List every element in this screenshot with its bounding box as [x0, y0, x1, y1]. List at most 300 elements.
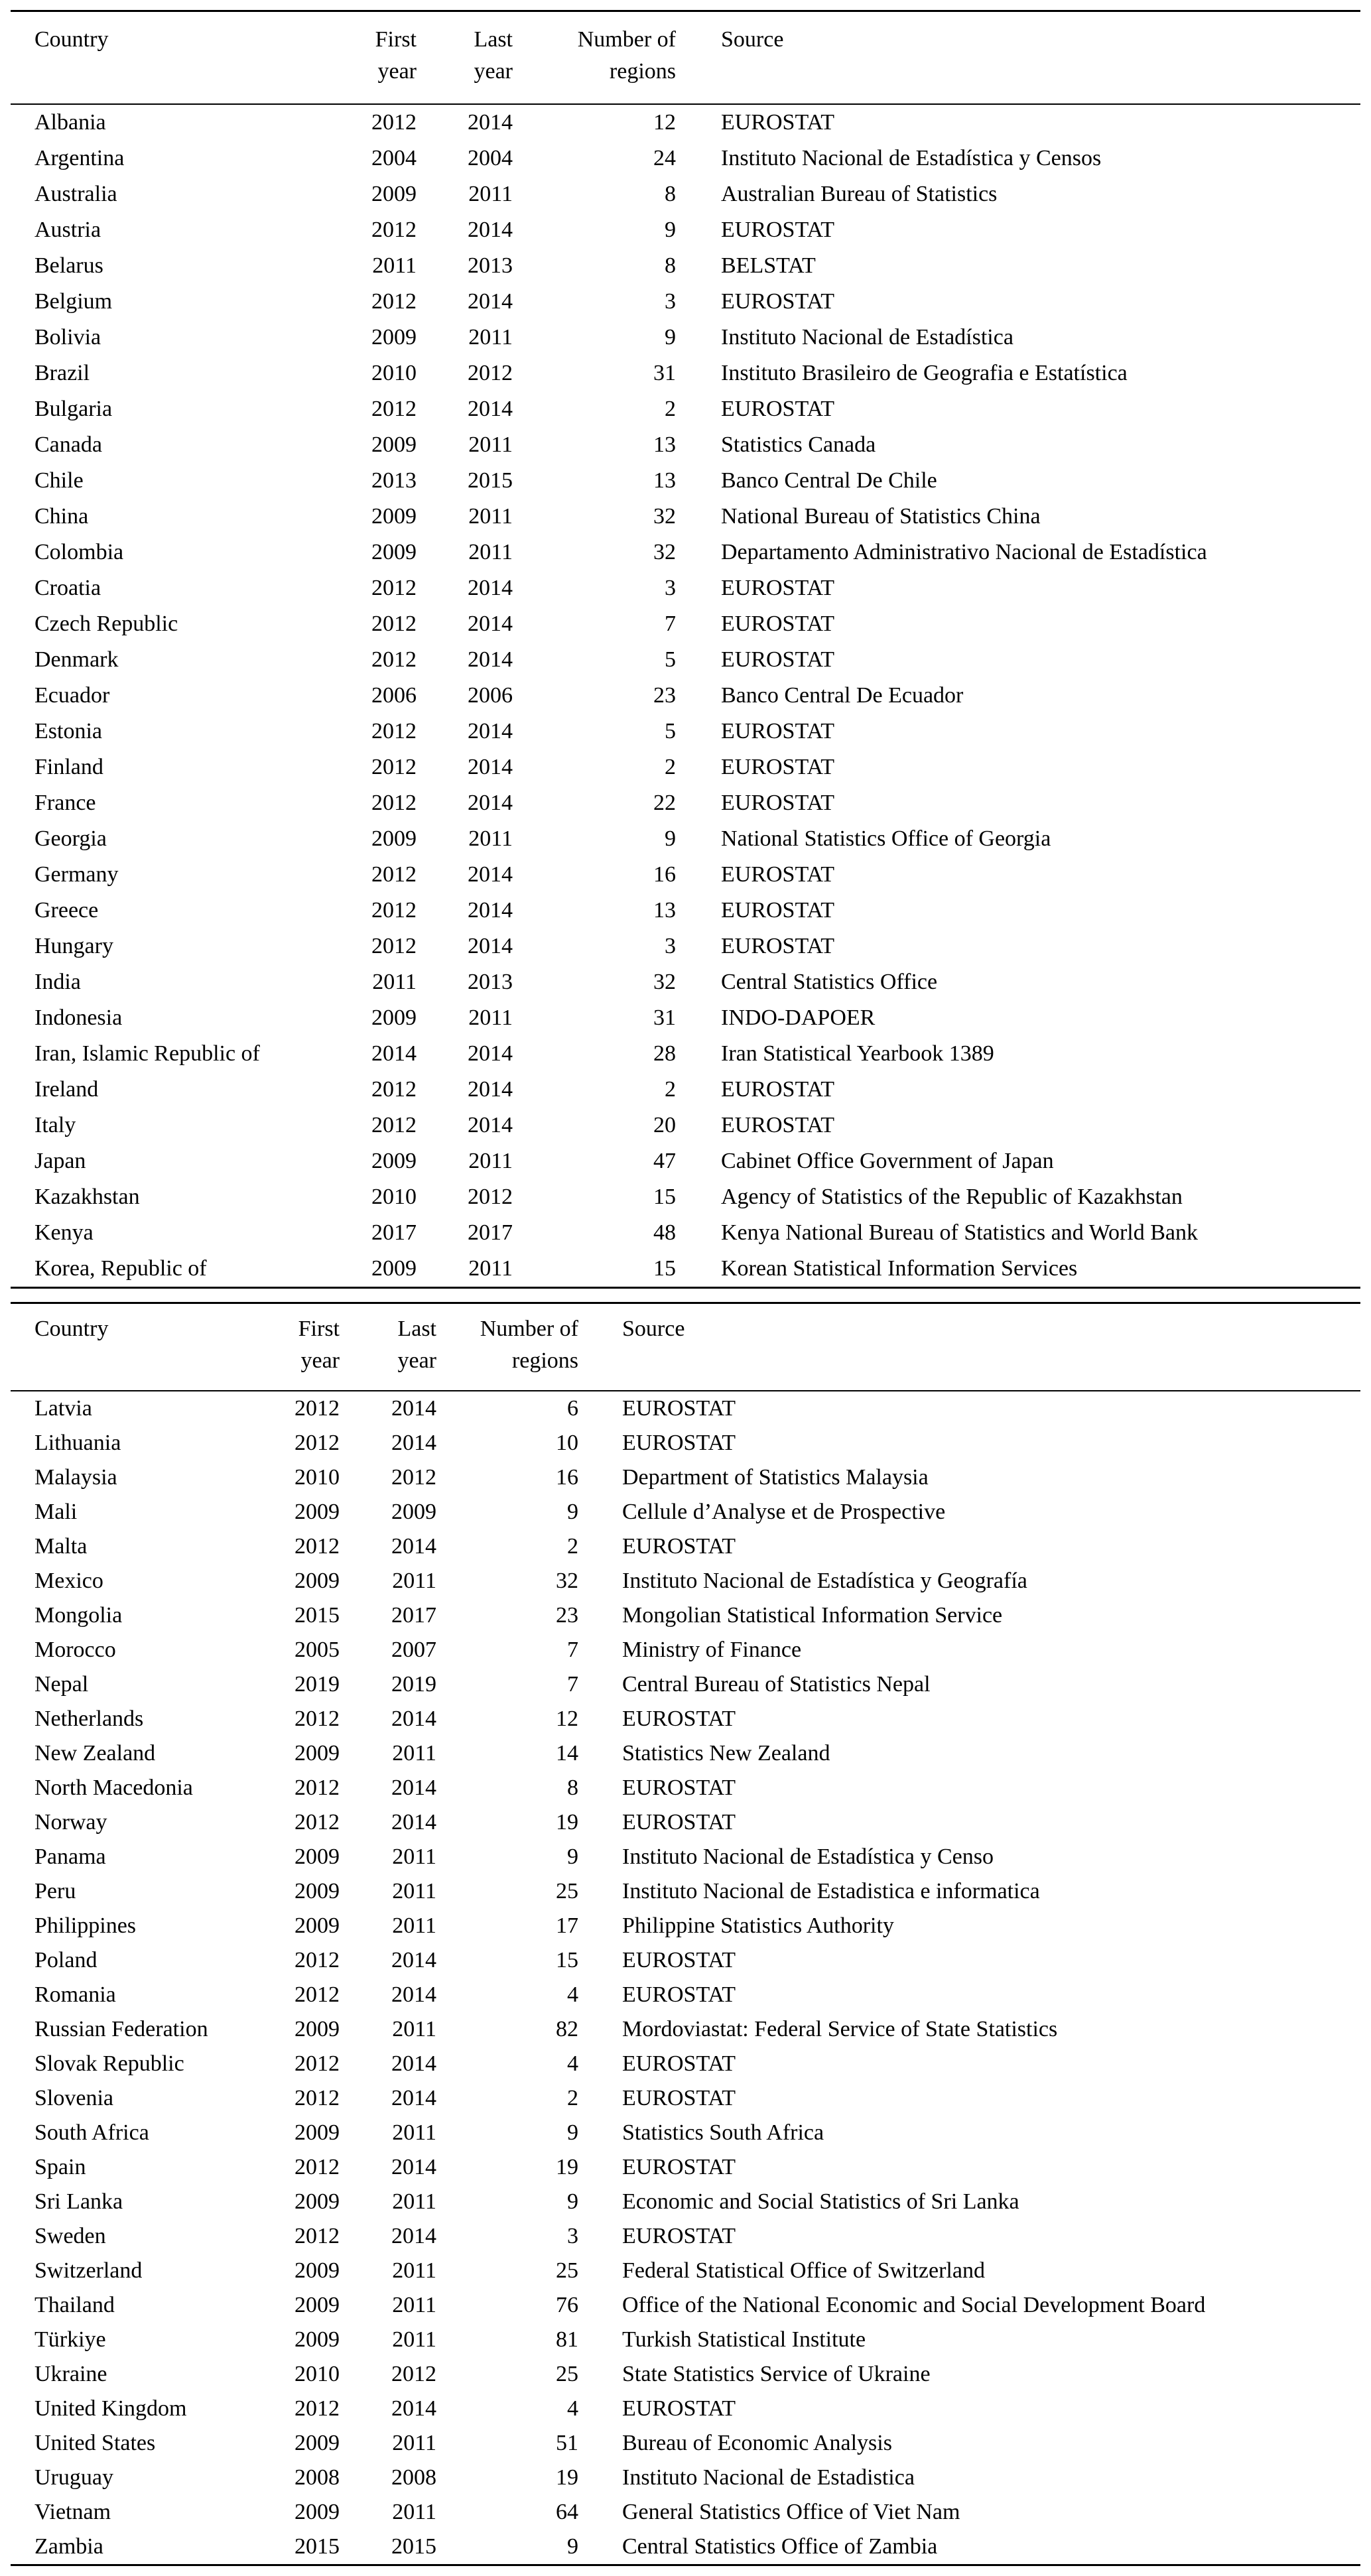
source-cell: EUROSTAT	[721, 647, 835, 672]
source-cell: EUROSTAT	[622, 1810, 736, 1835]
last-cell: 2014	[391, 1707, 436, 1731]
first-cell: 2012	[294, 1431, 340, 1455]
table-row	[11, 1978, 1360, 2012]
first-cell: 2012	[294, 1707, 340, 1731]
table-row	[11, 1667, 1360, 1702]
source-cell: EUROSTAT	[721, 397, 835, 421]
country-cell: Ecuador	[34, 683, 110, 708]
regions-cell: 13	[653, 432, 676, 457]
table-row	[11, 2012, 1360, 2047]
country-cell: New Zealand	[34, 1741, 156, 1766]
last-cell: 2012	[468, 361, 513, 385]
table-row	[11, 1771, 1360, 1805]
column-header-source	[676, 11, 1360, 105]
source-cell: Philippine Statistics Authority	[622, 1913, 894, 1938]
last-cell: 2014	[468, 1113, 513, 1137]
country-cell: United States	[34, 2431, 156, 2455]
source-cell: EUROSTAT	[721, 755, 835, 779]
regions-cell: 9	[567, 1500, 578, 1524]
country-cell: Latvia	[34, 1396, 92, 1421]
country-cell: Germany	[34, 862, 119, 887]
last-cell: 2011	[468, 540, 513, 564]
last-cell: 2014	[391, 2051, 436, 2076]
country-cell: Belgium	[34, 289, 113, 314]
regions-cell: 32	[653, 540, 676, 564]
first-cell: 2011	[372, 253, 417, 278]
source-cell: Central Statistics Office	[721, 970, 938, 994]
regions-cell: 9	[665, 325, 676, 350]
regions-cell: 9	[567, 2120, 578, 2145]
regions-cell: 2	[665, 755, 676, 779]
country-cell: Lithuania	[34, 1431, 121, 1455]
first-cell: 2009	[294, 1500, 340, 1524]
country-cell: Estonia	[34, 719, 102, 743]
table-row	[11, 2116, 1360, 2150]
table-row	[11, 785, 1360, 821]
regions-cell: 9	[567, 1844, 578, 1869]
first-cell: 2012	[294, 2396, 340, 2421]
last-cell: 2013	[468, 253, 513, 278]
table-row	[11, 1072, 1360, 1108]
last-cell: 2015	[391, 2534, 436, 2559]
regions-cell: 32	[653, 504, 676, 529]
last-cell: 2014	[391, 1948, 436, 1972]
source-cell: EUROSTAT	[721, 612, 835, 636]
country-cell: Sweden	[34, 2224, 106, 2248]
source-cell: Department of Statistics Malaysia	[622, 1465, 929, 1490]
first-cell: 2012	[371, 1113, 417, 1137]
country-cell: Belarus	[34, 253, 103, 278]
regions-cell: 9	[665, 218, 676, 242]
first-cell: 2012	[294, 1948, 340, 1972]
country-cell: Mexico	[34, 1569, 103, 1593]
country-cell: Albania	[34, 110, 106, 135]
country-cell: Argentina	[34, 146, 125, 170]
first-year-header-line2: year	[377, 59, 417, 84]
last-cell: 2014	[468, 755, 513, 779]
last-cell: 2014	[391, 1982, 436, 2007]
table-row	[11, 427, 1360, 463]
source-cell: Korean Statistical Information Services	[721, 1256, 1078, 1281]
regions-cell: 7	[567, 1672, 578, 1697]
country-cell: Indonesia	[34, 1005, 123, 1030]
first-cell: 2011	[372, 970, 417, 994]
first-cell: 2009	[294, 2500, 340, 2524]
first-cell: 2012	[371, 1077, 417, 1102]
country-cell: France	[34, 791, 96, 815]
source-cell: General Statistics Office of Viet Nam	[622, 2500, 960, 2524]
last-cell: 2011	[392, 1844, 436, 1869]
source-cell: Ministry of Finance	[622, 1638, 802, 1662]
table-row	[11, 893, 1360, 929]
last-cell: 2014	[391, 1534, 436, 1559]
source-cell: Australian Bureau of Statistics	[721, 182, 998, 206]
regions-cell: 25	[556, 1879, 578, 1903]
last-cell: 2013	[468, 970, 513, 994]
country-cell: Bulgaria	[34, 397, 113, 421]
table-row	[11, 929, 1360, 964]
table-row	[11, 1426, 1360, 1460]
regions-cell: 82	[556, 2017, 578, 2041]
table-row	[11, 2495, 1360, 2530]
table-row	[11, 714, 1360, 749]
country-cell: Zambia	[34, 2534, 103, 2559]
table-row	[11, 1143, 1360, 1179]
regions-cell: 81	[556, 2327, 578, 2352]
table-row	[11, 678, 1360, 714]
country-cell: Japan	[34, 1149, 86, 1173]
last-cell: 2011	[392, 2500, 436, 2524]
table-row	[11, 499, 1360, 535]
first-cell: 2012	[371, 289, 417, 314]
first-cell: 2012	[294, 1982, 340, 2007]
table-row	[11, 1633, 1360, 1667]
table-row	[11, 212, 1360, 248]
regions-cell: 8	[665, 182, 676, 206]
first-cell: 2015	[294, 1603, 340, 1628]
country-cell: Slovak Republic	[34, 2051, 184, 2076]
source-cell: Office of the National Economic and Social Development Board	[622, 2293, 1206, 2317]
regions-cell: 3	[665, 576, 676, 600]
source-cell: Agency of Statistics of the Republic of Kazakhstan	[721, 1185, 1183, 1209]
first-cell: 2009	[294, 2293, 340, 2317]
country-cell: India	[34, 970, 81, 994]
table-row	[11, 2530, 1360, 2565]
source-cell: EUROSTAT	[622, 2396, 736, 2421]
last-cell: 2012	[391, 2362, 436, 2386]
column-header-last-year	[417, 11, 513, 105]
last-year-header-line2: year	[474, 59, 513, 84]
source-cell: EUROSTAT	[721, 1077, 835, 1102]
first-cell: 2009	[294, 2327, 340, 2352]
country-cell: Türkiye	[34, 2327, 106, 2352]
last-cell: 2014	[391, 2396, 436, 2421]
last-cell: 2015	[468, 468, 513, 493]
regions-cell: 7	[567, 1638, 578, 1662]
country-cell: Georgia	[34, 826, 107, 851]
last-cell: 2017	[391, 1603, 436, 1628]
first-cell: 2009	[371, 504, 417, 529]
regions-cell: 64	[556, 2500, 578, 2524]
table-row	[11, 2426, 1360, 2461]
regions-cell: 4	[567, 2396, 578, 2421]
table-row	[11, 320, 1360, 355]
table-row	[11, 1036, 1360, 1072]
table-row	[11, 2047, 1360, 2081]
first-cell: 2012	[294, 2051, 340, 2076]
country-cell: Australia	[34, 182, 117, 206]
first-cell: 2014	[371, 1041, 417, 1066]
table-row	[11, 248, 1360, 284]
country-cell: Panama	[34, 1844, 106, 1869]
first-cell: 2009	[371, 826, 417, 851]
last-cell: 2011	[392, 2293, 436, 2317]
last-cell: 2011	[468, 1149, 513, 1173]
source-cell: EUROSTAT	[622, 2051, 736, 2076]
first-cell: 2012	[294, 1396, 340, 1421]
table-row	[11, 1108, 1360, 1143]
country-cell: China	[34, 504, 89, 529]
source-cell: EUROSTAT	[622, 1707, 736, 1731]
country-cell: Switzerland	[34, 2258, 143, 2283]
country-cell: Finland	[34, 755, 103, 779]
regions-cell: 2	[567, 1534, 578, 1559]
source-cell: Instituto Nacional de Estadística y Geografía	[622, 1569, 1027, 1593]
table-row	[11, 857, 1360, 893]
table-row	[11, 2185, 1360, 2219]
country-cell: North Macedonia	[34, 1775, 193, 1800]
table1-header	[11, 11, 1360, 105]
source-cell: Instituto Nacional de Estadística y Censos	[721, 146, 1102, 170]
table2-body	[11, 1391, 1360, 2565]
source-cell: Bureau of Economic Analysis	[622, 2431, 892, 2455]
first-year-header-line1: First	[298, 1317, 340, 1341]
source-cell: Kenya National Bureau of Statistics and World Bank	[721, 1220, 1198, 1245]
regions-cell: 15	[653, 1256, 676, 1281]
source-cell: EUROSTAT	[721, 719, 835, 743]
country-cell: Romania	[34, 1982, 116, 2007]
country-cell: Malaysia	[34, 1465, 117, 1490]
first-cell: 2012	[371, 862, 417, 887]
table-row	[11, 1840, 1360, 1874]
regions-header-line2: regions	[511, 1348, 578, 1373]
country-cell: Mongolia	[34, 1603, 123, 1628]
country-cell: Mali	[34, 1500, 78, 1524]
table-row	[11, 2461, 1360, 2495]
last-cell: 2014	[468, 289, 513, 314]
last-cell: 2014	[391, 2155, 436, 2179]
first-cell: 2015	[294, 2534, 340, 2559]
country-cell: Greece	[34, 898, 99, 923]
regions-cell: 25	[556, 2362, 578, 2386]
source-cell: Statistics South Africa	[622, 2120, 824, 2145]
source-cell: EUROSTAT	[622, 1396, 736, 1421]
last-cell: 2012	[391, 1465, 436, 1490]
last-year-header-line1: Last	[474, 27, 513, 52]
regions-cell: 19	[556, 2155, 578, 2179]
country-cell: Austria	[34, 218, 101, 242]
regions-cell: 5	[665, 719, 676, 743]
last-cell: 2011	[468, 432, 513, 457]
regions-cell: 12	[556, 1707, 578, 1731]
source-cell: Central Statistics Office of Zambia	[622, 2534, 938, 2559]
first-cell: 2009	[294, 2258, 340, 2283]
first-year-header-line1: First	[375, 27, 417, 52]
country-cell: Sri Lanka	[34, 2189, 123, 2214]
source-cell: Departamento Administrativo Nacional de Estadística	[721, 540, 1207, 564]
column-header-country	[11, 1303, 246, 1391]
last-cell: 2011	[468, 1256, 513, 1281]
country-cell: Italy	[34, 1113, 76, 1137]
table-row	[11, 570, 1360, 606]
first-cell: 2009	[294, 1569, 340, 1593]
table-row	[11, 821, 1360, 857]
last-cell: 2009	[391, 1500, 436, 1524]
table-row	[11, 1000, 1360, 1036]
first-cell: 2012	[371, 612, 417, 636]
last-cell: 2011	[392, 2189, 436, 2214]
last-cell: 2011	[392, 2017, 436, 2041]
regions-cell: 6	[567, 1396, 578, 1421]
first-cell: 2009	[294, 2431, 340, 2455]
source-cell: Turkish Statistical Institute	[622, 2327, 866, 2352]
source-cell: Instituto Nacional de Estadística	[721, 325, 1013, 350]
source-cell: BELSTAT	[721, 253, 816, 278]
first-cell: 2009	[294, 2120, 340, 2145]
source-cell: Banco Central De Chile	[721, 468, 937, 493]
country-cell: Czech Republic	[34, 612, 178, 636]
regions-cell: 9	[567, 2189, 578, 2214]
first-cell: 2009	[294, 1844, 340, 1869]
last-cell: 2011	[468, 182, 513, 206]
source-cell: EUROSTAT	[721, 576, 835, 600]
last-cell: 2014	[468, 218, 513, 242]
regions-header-line1: Number of	[577, 27, 676, 52]
source-cell: EUROSTAT	[622, 1948, 736, 1972]
column-header-first-year	[319, 11, 417, 105]
regions-cell: 22	[653, 791, 676, 815]
first-cell: 2010	[294, 2362, 340, 2386]
table-row	[11, 1702, 1360, 1736]
first-cell: 2005	[294, 1638, 340, 1662]
first-cell: 2012	[294, 2155, 340, 2179]
regions-cell: 51	[556, 2431, 578, 2455]
first-cell: 2009	[371, 540, 417, 564]
country-cell: Thailand	[34, 2293, 115, 2317]
regions-cell: 12	[653, 110, 676, 135]
first-cell: 2012	[371, 110, 417, 135]
last-cell: 2014	[391, 1775, 436, 1800]
regions-cell: 20	[653, 1113, 676, 1137]
regions-cell: 3	[665, 934, 676, 958]
last-cell: 2011	[392, 2431, 436, 2455]
table-row	[11, 642, 1360, 678]
country-cell: Slovenia	[34, 2086, 113, 2110]
first-cell: 2012	[371, 719, 417, 743]
country-cell: Korea, Republic of	[34, 1256, 207, 1281]
table-row	[11, 141, 1360, 176]
last-cell: 2011	[392, 2120, 436, 2145]
country-cell: Hungary	[34, 934, 113, 958]
regions-cell: 76	[556, 2293, 578, 2317]
source-cell: Cabinet Office Government of Japan	[721, 1149, 1054, 1173]
first-cell: 2010	[294, 1465, 340, 1490]
country-cell: Croatia	[34, 576, 101, 600]
source-cell: Mongolian Statistical Information Service	[622, 1603, 1003, 1628]
table-row	[11, 1943, 1360, 1978]
table-row	[11, 1251, 1360, 1288]
country-cell: United Kingdom	[34, 2396, 187, 2421]
country-cell: Poland	[34, 1948, 98, 1972]
country-cell: Brazil	[34, 361, 90, 385]
country-cell: Ireland	[34, 1077, 99, 1102]
source-cell: National Statistics Office of Georgia	[721, 826, 1051, 851]
source-cell: EUROSTAT	[721, 289, 835, 314]
last-cell: 2014	[391, 1810, 436, 1835]
regions-header-line2: regions	[609, 59, 676, 84]
table-row	[11, 463, 1360, 499]
last-cell: 2014	[468, 791, 513, 815]
last-cell: 2014	[468, 898, 513, 923]
last-cell: 2014	[468, 934, 513, 958]
country-cell: South Africa	[34, 2120, 149, 2145]
regions-cell: 14	[556, 1741, 578, 1766]
regions-cell: 16	[653, 862, 676, 887]
country-data-table-part2	[11, 1302, 1360, 2566]
first-cell: 2012	[294, 2224, 340, 2248]
regions-cell: 48	[653, 1220, 676, 1245]
regions-cell: 47	[653, 1149, 676, 1173]
first-year-header-line2: year	[300, 1348, 340, 1373]
source-cell: Banco Central De Ecuador	[721, 683, 964, 708]
country-cell: Ukraine	[34, 2362, 107, 2386]
regions-cell: 32	[556, 1569, 578, 1593]
regions-cell: 8	[665, 253, 676, 278]
source-cell: EUROSTAT	[721, 1113, 835, 1137]
first-cell: 2013	[371, 468, 417, 493]
table-row	[11, 2323, 1360, 2357]
first-cell: 2009	[294, 1913, 340, 1938]
last-cell: 2007	[391, 1638, 436, 1662]
source-cell: EUROSTAT	[622, 2086, 736, 2110]
table-row	[11, 284, 1360, 320]
last-cell: 2019	[391, 1672, 436, 1697]
regions-cell: 9	[567, 2534, 578, 2559]
country-cell: Malta	[34, 1534, 88, 1559]
regions-cell: 15	[653, 1185, 676, 1209]
last-cell: 2014	[391, 1396, 436, 1421]
last-cell: 2006	[468, 683, 513, 708]
source-header-label: Source	[721, 27, 784, 52]
first-cell: 2017	[371, 1220, 417, 1245]
last-cell: 2017	[468, 1220, 513, 1245]
last-cell: 2014	[468, 397, 513, 421]
regions-cell: 3	[567, 2224, 578, 2248]
regions-cell: 13	[653, 468, 676, 493]
regions-cell: 31	[653, 361, 676, 385]
source-cell: Instituto Brasileiro de Geografia e Estatística	[721, 361, 1128, 385]
first-cell: 2009	[371, 182, 417, 206]
first-cell: 2019	[294, 1672, 340, 1697]
country-cell: Bolivia	[34, 325, 101, 350]
regions-cell: 4	[567, 2051, 578, 2076]
table-row	[11, 1179, 1360, 1215]
first-cell: 2010	[371, 1185, 417, 1209]
last-cell: 2012	[468, 1185, 513, 1209]
regions-cell: 2	[567, 2086, 578, 2110]
first-cell: 2012	[294, 1534, 340, 1559]
first-cell: 2009	[371, 325, 417, 350]
header-row	[11, 11, 1360, 105]
first-cell: 2009	[294, 1741, 340, 1766]
source-header-label: Source	[622, 1317, 685, 1341]
table-row	[11, 2081, 1360, 2116]
source-cell: EUROSTAT	[721, 791, 835, 815]
source-cell: EUROSTAT	[721, 898, 835, 923]
source-cell: EUROSTAT	[721, 862, 835, 887]
regions-cell: 13	[653, 898, 676, 923]
first-cell: 2012	[371, 576, 417, 600]
column-header-country	[11, 11, 319, 105]
table-row	[11, 1495, 1360, 1529]
last-cell: 2011	[468, 1005, 513, 1030]
table-row	[11, 104, 1360, 141]
first-cell: 2009	[371, 1256, 417, 1281]
source-cell: EUROSTAT	[721, 934, 835, 958]
last-cell: 2014	[468, 612, 513, 636]
table-row	[11, 1909, 1360, 1943]
table-row	[11, 535, 1360, 570]
